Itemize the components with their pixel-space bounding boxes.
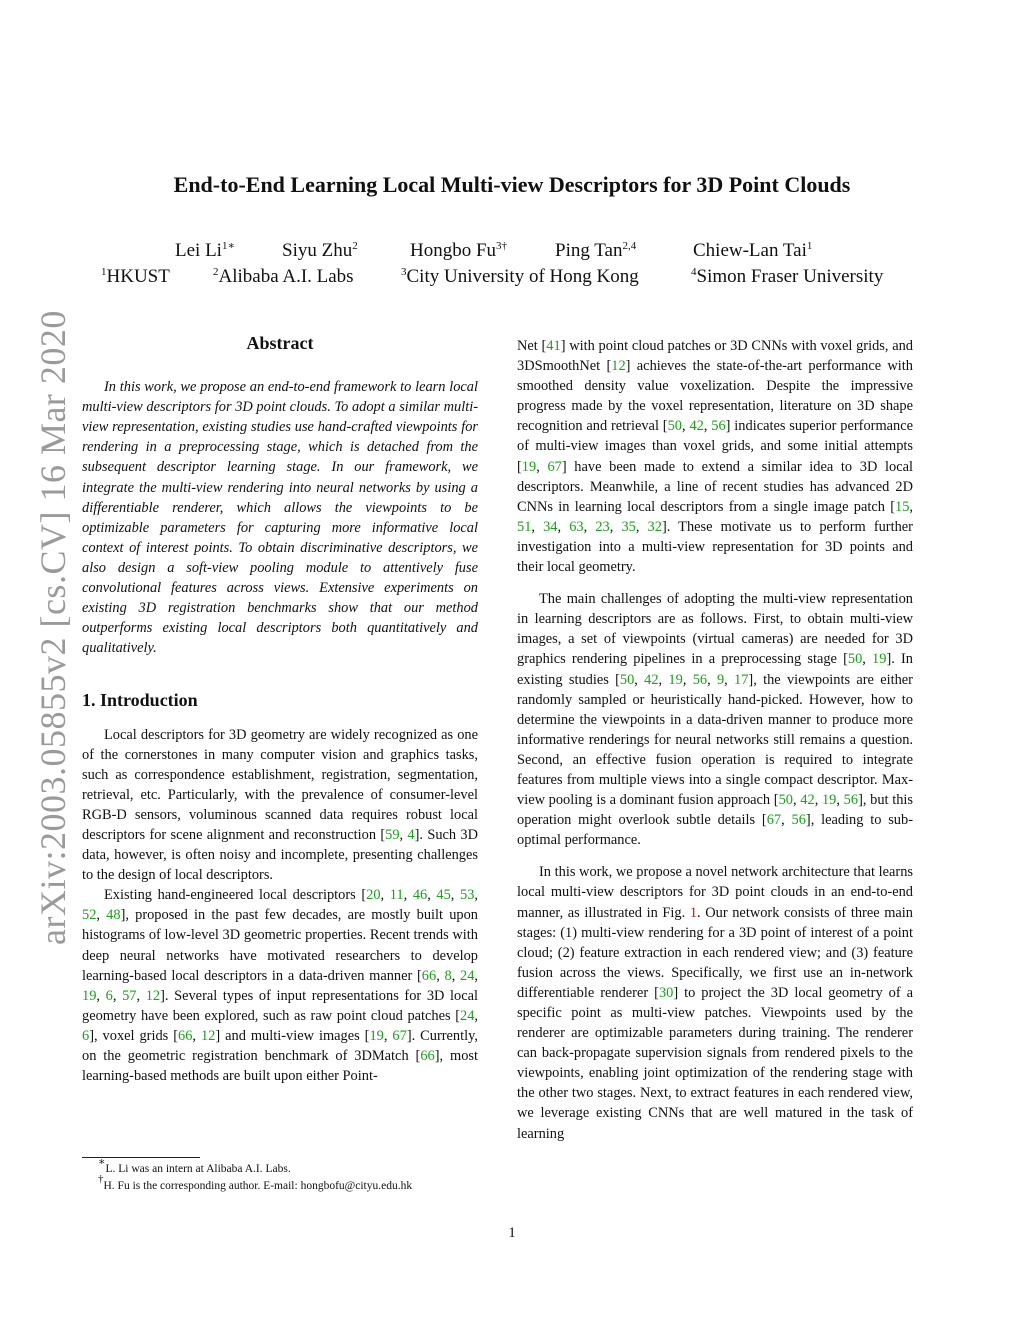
citation-link[interactable]: 15 bbox=[895, 498, 910, 515]
affiliation: $^3$City University of Hong Kong bbox=[401, 266, 639, 287]
paragraph-text: ]. Several types of input representations for 3D local geometry have been explored, such as raw point cloud patches [ bbox=[82, 987, 479, 1024]
paragraph-text: ]. Currently, on the geometric registration benchmark of 3DMatch [ bbox=[82, 1027, 478, 1064]
paragraph-text: Existing hand-engineered local descriptors [ bbox=[104, 887, 367, 904]
citation-link[interactable]: 4 bbox=[407, 826, 415, 843]
citation-link[interactable]: 56 bbox=[711, 418, 726, 435]
author-affiliations bbox=[0, 266, 1024, 290]
abstract-heading: Abstract bbox=[246, 333, 314, 353]
citation-link[interactable]: 20 bbox=[366, 887, 381, 904]
affiliation: $^1$HKUST bbox=[101, 266, 170, 287]
citation-link[interactable]: 45 bbox=[436, 887, 451, 904]
author: Lei $Li^{1∗}$ bbox=[175, 240, 235, 261]
citation-link[interactable]: 57 bbox=[122, 987, 137, 1004]
paragraph-text: , bbox=[536, 458, 548, 475]
affiliation: $^4$Simon Fraser University bbox=[691, 266, 884, 287]
citation-link[interactable]: 19 bbox=[82, 987, 97, 1004]
body-paragraph bbox=[517, 862, 913, 1143]
right-column bbox=[517, 336, 913, 1144]
author: Ping Tan$^{2,4}$ bbox=[555, 240, 637, 261]
citation-link[interactable]: 32 bbox=[647, 518, 662, 535]
abstract-text: In this work, we propose an end-to-end framework to learn local multi-view descriptors for 3D point clouds. To adopt a similar multi-view representation, existing studies use hand-crafted viewpoints for rendering in a preprocessing stage, which is detached from the subsequent descriptor learning stage. In our framework, we integrate the multi-view rendering into neural networks by using a differentiable renderer, which allows the viewpoints to be optimizable parameters for capturing more informative local context of interest points. To obtain discriminative descriptors, we also design a soft-view pooling module to attentively fuse convolutional features across views. Extensive experiments on existing 3D registration benchmarks show that our method outperforms existing local descriptors both quantitatively and qualitatively. bbox=[82, 379, 478, 657]
paragraph-text: Local descriptors for 3D geometry are widely recognized as one of the cornerstones in many computer vision and graphics tasks, such as correspondence establishment, registration, segmentation, retrieval, etc. Particularly, with the prevalence of consumer-level RGB-D sensors, voluminous scanned data requires robust local descriptors for scene alignment and reconstruction [ bbox=[82, 726, 478, 843]
paragraph-text: , bbox=[635, 518, 648, 535]
paragraph-text: , bbox=[658, 671, 669, 688]
citation-link[interactable]: 50 bbox=[667, 418, 682, 435]
author-block bbox=[0, 240, 1024, 290]
paragraph-text: , bbox=[96, 907, 107, 924]
paragraph-text: , bbox=[681, 418, 690, 435]
paragraph-text: , bbox=[474, 887, 478, 904]
author: Chiew-Lan Tai$^1$ bbox=[693, 240, 813, 261]
figure-reference-link[interactable]: 1 bbox=[689, 904, 698, 921]
citation-link[interactable]: 12 bbox=[200, 1027, 216, 1044]
citation-link[interactable]: 66 bbox=[421, 967, 437, 984]
body-paragraph bbox=[82, 885, 478, 1086]
paragraph-text: , bbox=[609, 518, 622, 535]
paragraph-text: ], proposed in the past few decades, are mostly built upon histograms of low-level 3D geometric properties. Recent trends with deep neural networks have motivated researchers to develop learning-based local descriptors in a data-driven manner [ bbox=[82, 907, 479, 984]
citation-link[interactable]: 66 bbox=[178, 1027, 193, 1044]
paragraph-text: , bbox=[724, 671, 735, 688]
paragraph-text: . Our network consists of three main stages: (1) multi-view rendering for a 3D point of interest of a point cloud; (2) feature extraction in each rendered view; and (3) feature fusion across the views. Specifically, we first use an in-network differentiable renderer [ bbox=[517, 904, 913, 1001]
citation-link[interactable]: 41 bbox=[546, 338, 561, 354]
citation-link[interactable]: 59 bbox=[385, 826, 400, 843]
paragraph-text: In this work, we propose a novel network architecture that learns local multi-view descriptors for 3D point clouds in an end-to-end manner, as illustrated in Fig. bbox=[517, 864, 913, 921]
arxiv-identifier: arXiv:2003.05855v2 [cs.CV] 16 Mar 2020 bbox=[33, 310, 73, 945]
paragraph-text: ]. These motivate us to perform further investigation into a multi-view representation for 3D points and their local geometry. bbox=[517, 518, 913, 576]
citation-link[interactable]: 9 bbox=[716, 671, 725, 688]
citation-link[interactable]: 30 bbox=[658, 984, 674, 1001]
paragraph-text: , bbox=[781, 812, 792, 829]
author: Hongbo $Fu^{3\dagger}$ bbox=[410, 240, 508, 261]
paragraph-text: , bbox=[707, 671, 717, 688]
citation-link[interactable]: 50 bbox=[619, 671, 635, 688]
paragraph-text: , bbox=[474, 1007, 478, 1024]
left-column bbox=[82, 333, 478, 1086]
page-number: 1 bbox=[508, 1225, 516, 1241]
citation-link[interactable]: 12 bbox=[611, 358, 626, 375]
body-paragraph bbox=[82, 725, 478, 886]
paragraph-text: ], most learning-based methods are built upon either Point- bbox=[82, 1048, 478, 1085]
paragraph-text: , bbox=[474, 967, 479, 984]
citation-link[interactable]: 24 bbox=[460, 1007, 475, 1024]
citation-link[interactable]: 48 bbox=[106, 907, 121, 924]
paragraph-text: , bbox=[909, 498, 913, 515]
paragraph-text: , bbox=[793, 792, 801, 809]
paragraph-text: , bbox=[96, 987, 106, 1004]
footnote: ∗L. Li was an intern at Alibaba A.I. Labs. bbox=[98, 1156, 291, 1175]
paragraph-text: Net [ bbox=[517, 338, 547, 354]
affiliation: $^2$Alibaba A.I. Labs bbox=[213, 266, 354, 287]
paper-title: End-to-End Learning Local Multi-view Descriptors for 3D Point Clouds bbox=[173, 172, 851, 197]
introduction-heading: 1. Introduction bbox=[82, 690, 198, 711]
citation-link[interactable]: 6 bbox=[82, 1027, 90, 1044]
paragraph-text: , bbox=[634, 671, 645, 688]
citation-link[interactable]: 50 bbox=[778, 792, 793, 809]
citation-link[interactable]: 56 bbox=[843, 792, 859, 809]
paragraph-text: , bbox=[814, 792, 822, 809]
paragraph-text: , bbox=[583, 518, 596, 535]
paragraph-text: , bbox=[427, 887, 437, 904]
author-names bbox=[0, 240, 1024, 264]
body-paragraph bbox=[517, 589, 913, 850]
paragraph-text: The main challenges of adopting the multi-view representation in learning descriptors are as follows. First, to obtain multi-view images, a set of viewpoints (virtual cameras) are needed for 3D graphics rendering pipelines in a preprocessing stage [ bbox=[517, 591, 913, 668]
citation-link[interactable]: 67 bbox=[392, 1027, 407, 1044]
citation-link[interactable]: 34 bbox=[543, 518, 558, 535]
citation-link[interactable]: 66 bbox=[420, 1048, 435, 1064]
citation-link[interactable]: 46 bbox=[412, 887, 428, 904]
citation-link[interactable]: 19 bbox=[521, 458, 537, 475]
paragraph-text: , bbox=[192, 1027, 201, 1044]
citation-link[interactable]: 19 bbox=[369, 1027, 384, 1044]
paragraph-text: ], but this operation might overlook subtle details [ bbox=[517, 792, 914, 829]
footnote: †H. Fu is the corresponding author. E-mail: hongbofu@cityu.edu.hk bbox=[98, 1173, 413, 1192]
paragraph-text: , bbox=[436, 967, 445, 984]
paragraph-text: , bbox=[450, 887, 460, 904]
paragraph-text: ] with point cloud patches or 3D CNNs with voxel grids, and 3DSmoothNet [ bbox=[517, 338, 913, 375]
citation-link[interactable]: 42 bbox=[644, 671, 659, 688]
citation-link[interactable]: 51 bbox=[517, 518, 532, 535]
citation-link[interactable]: 50 bbox=[847, 651, 863, 668]
citation-link[interactable]: 63 bbox=[569, 518, 584, 535]
citation-link[interactable]: 56 bbox=[692, 671, 708, 688]
citation-link[interactable]: 42 bbox=[800, 792, 815, 809]
citation-link[interactable]: 52 bbox=[82, 907, 97, 924]
citation-link[interactable]: 35 bbox=[621, 518, 636, 535]
paragraph-text: , bbox=[557, 518, 570, 535]
paragraph-text: ] and multi-view images [ bbox=[215, 1027, 370, 1044]
paragraph-text: ]. Such 3D data, however, is often noisy and incomplete, presenting challenges to the design of local descriptors. bbox=[82, 826, 478, 884]
citation-link[interactable]: 11 bbox=[389, 887, 404, 904]
citation-link[interactable]: 19 bbox=[872, 651, 887, 668]
paragraph-text: , bbox=[451, 967, 461, 984]
paragraph-text: ] achieves the state-of-the-art performance with smoothed density value voxelization. Despite the impressive progress made by the voxel representation, literature on 3D shape recognition and retrieval [ bbox=[517, 358, 913, 435]
citation-link[interactable]: 6 bbox=[105, 987, 113, 1004]
paragraph-text: , bbox=[136, 987, 146, 1004]
paragraph-text: , bbox=[703, 418, 712, 435]
citation-link[interactable]: 24 bbox=[460, 967, 475, 984]
paragraph-text: , bbox=[383, 1027, 393, 1044]
citation-link[interactable]: 12 bbox=[145, 987, 161, 1004]
paragraph-text: , bbox=[531, 518, 544, 535]
paragraph-text: ] indicates superior performance of multi-view images than voxel grids, and some initial attempts [ bbox=[517, 418, 914, 475]
citation-link[interactable]: 53 bbox=[460, 887, 475, 904]
citation-link[interactable]: 23 bbox=[595, 518, 610, 535]
paragraph-text: ]. In existing studies [ bbox=[517, 651, 913, 688]
paragraph-text: , bbox=[403, 887, 413, 904]
citation-link[interactable]: 17 bbox=[734, 671, 749, 688]
paragraph-text: ], voxel grids [ bbox=[89, 1027, 179, 1044]
citation-link[interactable]: 8 bbox=[444, 967, 452, 984]
paragraph-text: ], leading to sub-optimal performance. bbox=[517, 812, 913, 849]
citation-link[interactable]: 42 bbox=[689, 418, 704, 435]
body-paragraph bbox=[517, 336, 913, 577]
paragraph-text: , bbox=[836, 792, 844, 809]
citation-link[interactable]: 67 bbox=[766, 812, 782, 829]
citation-link[interactable]: 56 bbox=[791, 812, 806, 829]
footnotes bbox=[98, 1156, 488, 1195]
paragraph-text: ] to project the 3D local geometry of a specific point as multi-view patches. Viewpoints used by the renderer are optimizable parameters during training. The renderer can back-propagate supervision signals from rendered pixels to the viewpoints, enabling joint optimization of the rendering stage with the other two stages. Next, to extract features in each rendered view, we leverage existing CNNs that are well matured in the task of learning bbox=[517, 984, 913, 1142]
paragraph-text: , bbox=[399, 826, 408, 843]
paragraph-text: , bbox=[380, 887, 390, 904]
paragraph-text: ] have been made to extend a similar idea to 3D local descriptors. Meanwhile, a line of recent studies has advanced 2D CNNs in learning local descriptors from a single image patch [ bbox=[517, 458, 913, 515]
citation-link[interactable]: 67 bbox=[547, 458, 562, 475]
citation-link[interactable]: 19 bbox=[821, 792, 837, 809]
paragraph-text: , bbox=[862, 651, 873, 668]
paragraph-text: ], the viewpoints are either randomly sampled or heuristically hand-picked. However, how to determine the viewpoints in a data-driven manner to produce more informative renderings for neural networks still remains a question. Second, an effective fusion operation is required to integrate features from multiple views into a single compact descriptor. Max-view pooling is a dominant fusion approach [ bbox=[517, 671, 913, 809]
paragraph-text: , bbox=[112, 987, 123, 1004]
author: Siyu Zhu$^2$ bbox=[282, 240, 358, 261]
paragraph-text: , bbox=[682, 671, 693, 688]
citation-link[interactable]: 19 bbox=[668, 671, 683, 688]
